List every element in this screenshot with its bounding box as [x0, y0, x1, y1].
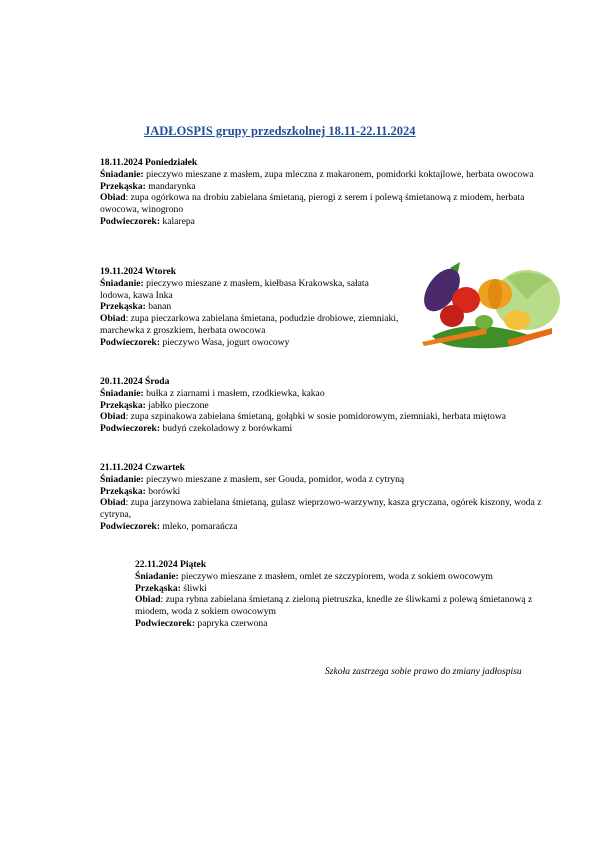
lunch-line [100, 192, 540, 216]
snack-label: Przekąska: [100, 485, 146, 497]
breakfast-line [135, 571, 565, 583]
snack-line [100, 400, 550, 412]
day-tuesday [100, 266, 400, 349]
snack-text: banan [145, 301, 172, 313]
snack-line [135, 583, 565, 595]
breakfast-line [100, 474, 555, 486]
afternoon-line [135, 618, 565, 630]
lunch-text: : zupa pieczarkowa zabielana śmietana, podudzie drobiowe, ziemniaki, marchewka z groszkiem, herbata owocowa [100, 313, 399, 336]
lunch-label: Obiad [100, 313, 126, 325]
breakfast-line [100, 388, 550, 400]
breakfast-label: Śniadanie: [100, 277, 144, 289]
snack-text: borówki [145, 485, 181, 497]
pepper-yellow-shape [504, 310, 530, 330]
disclaimer-note: Szkoła zastrzega sobie prawo do zmiany jadłospisu [325, 666, 522, 677]
day-monday [100, 157, 540, 228]
lunch-text: : zupa rybna zabielana śmietaną z zieloną pietruszka, knedle ze śliwkami z polewą śmietanową z miodem, woda z sokiem owocowym [135, 594, 533, 618]
lunch-label: Obiad [100, 192, 126, 204]
afternoon-label: Podwieczorek: [100, 423, 161, 435]
snack-label: Przekąska: [135, 582, 181, 594]
afternoon-text: mleko, pomarańcza [160, 520, 238, 532]
lunch-text: : zupa szpinakowa zabielana śmietaną, gołąbki w sosie pomidorowym, ziemniaki, herbata miętowa [125, 411, 507, 423]
afternoon-text: kalarepa [160, 215, 195, 227]
afternoon-label: Podwieczorek: [100, 336, 161, 348]
breakfast-label: Śniadanie: [135, 570, 179, 582]
day-heading: 22.11.2024 Piątek [135, 559, 207, 570]
breakfast-line [100, 169, 540, 181]
lunch-line [100, 411, 550, 423]
snack-text: śliwki [180, 582, 207, 594]
breakfast-label: Śniadanie: [100, 387, 144, 399]
day-wednesday [100, 376, 550, 435]
snack-line [100, 486, 555, 498]
day-heading: 19.11.2024 Wtorek [100, 266, 177, 277]
afternoon-label: Podwieczorek: [135, 617, 196, 629]
lunch-label: Obiad [100, 411, 126, 423]
day-friday [135, 559, 565, 630]
lunch-text: : zupa jarzynowa zabielana śmietaną, gulasz wieprzowo-warzywny, kasza gryczana, ogórek kiszony, woda z cytryna, [100, 497, 542, 521]
breakfast-text: bułka z ziarnami i masłem, rzodkiewka, kakao [143, 387, 325, 399]
snack-text: jabłko pieczone [145, 399, 209, 411]
day-heading: 20.11.2024 Środa [100, 376, 170, 387]
afternoon-line [100, 216, 540, 228]
pumpkin-rib [488, 279, 502, 309]
lunch-line [135, 594, 565, 618]
lunch-label: Obiad [100, 497, 126, 509]
afternoon-text: pieczywo Wasa, jogurt owocowy [160, 336, 290, 348]
snack-label: Przekąska: [100, 180, 146, 192]
breakfast-text: pieczywo mieszane z masłem, omlet ze szczypiorem, woda z sokiem owocowym [178, 570, 493, 582]
lunch-line [100, 497, 555, 521]
cucumber-shape [475, 315, 493, 329]
snack-text: mandarynka [145, 180, 196, 192]
afternoon-line [100, 423, 550, 435]
snack-label: Przekąska: [100, 301, 146, 313]
day-thursday [100, 462, 555, 533]
lunch-label: Obiad [135, 594, 161, 606]
vegetables-illustration-icon [412, 258, 562, 353]
breakfast-label: Śniadanie: [100, 473, 144, 485]
breakfast-text: pieczywo mieszane z masłem, kiełbasa Krakowska, sałata lodowa, kawa Inka [100, 277, 369, 301]
afternoon-label: Podwieczorek: [100, 520, 161, 532]
afternoon-label: Podwieczorek: [100, 215, 161, 227]
afternoon-text: papryka czerwona [195, 617, 268, 629]
afternoon-text: budyń czekoladowy z borówkami [160, 423, 293, 435]
breakfast-text: pieczywo mieszane z masłem, zupa mleczna z makaronem, pomidorki koktajlowe, herbata owocowa [143, 168, 534, 180]
lunch-line [100, 313, 400, 337]
afternoon-line [100, 521, 555, 533]
day-heading: 18.11.2024 Poniedziałek [100, 157, 198, 168]
pepper-shape [440, 305, 464, 327]
breakfast-line [100, 278, 400, 302]
page-title: JADŁOSPIS grupy przedszkolnej 18.11-22.11.2024 [144, 124, 416, 138]
breakfast-text: pieczywo mieszane z masłem, ser Gouda, pomidor, woda z cytryną [143, 473, 405, 485]
lunch-text: : zupa ogórkowa na drobiu zabielana śmietaną, pierogi z serem i polewą śmietanową z miodem, herbata owocowa, winogrono [100, 192, 525, 216]
afternoon-line [100, 337, 400, 349]
day-heading: 21.11.2024 Czwartek [100, 462, 185, 473]
breakfast-label: Śniadanie: [100, 168, 144, 180]
snack-label: Przekąska: [100, 399, 146, 411]
snack-line [100, 181, 540, 193]
snack-line [100, 301, 400, 313]
